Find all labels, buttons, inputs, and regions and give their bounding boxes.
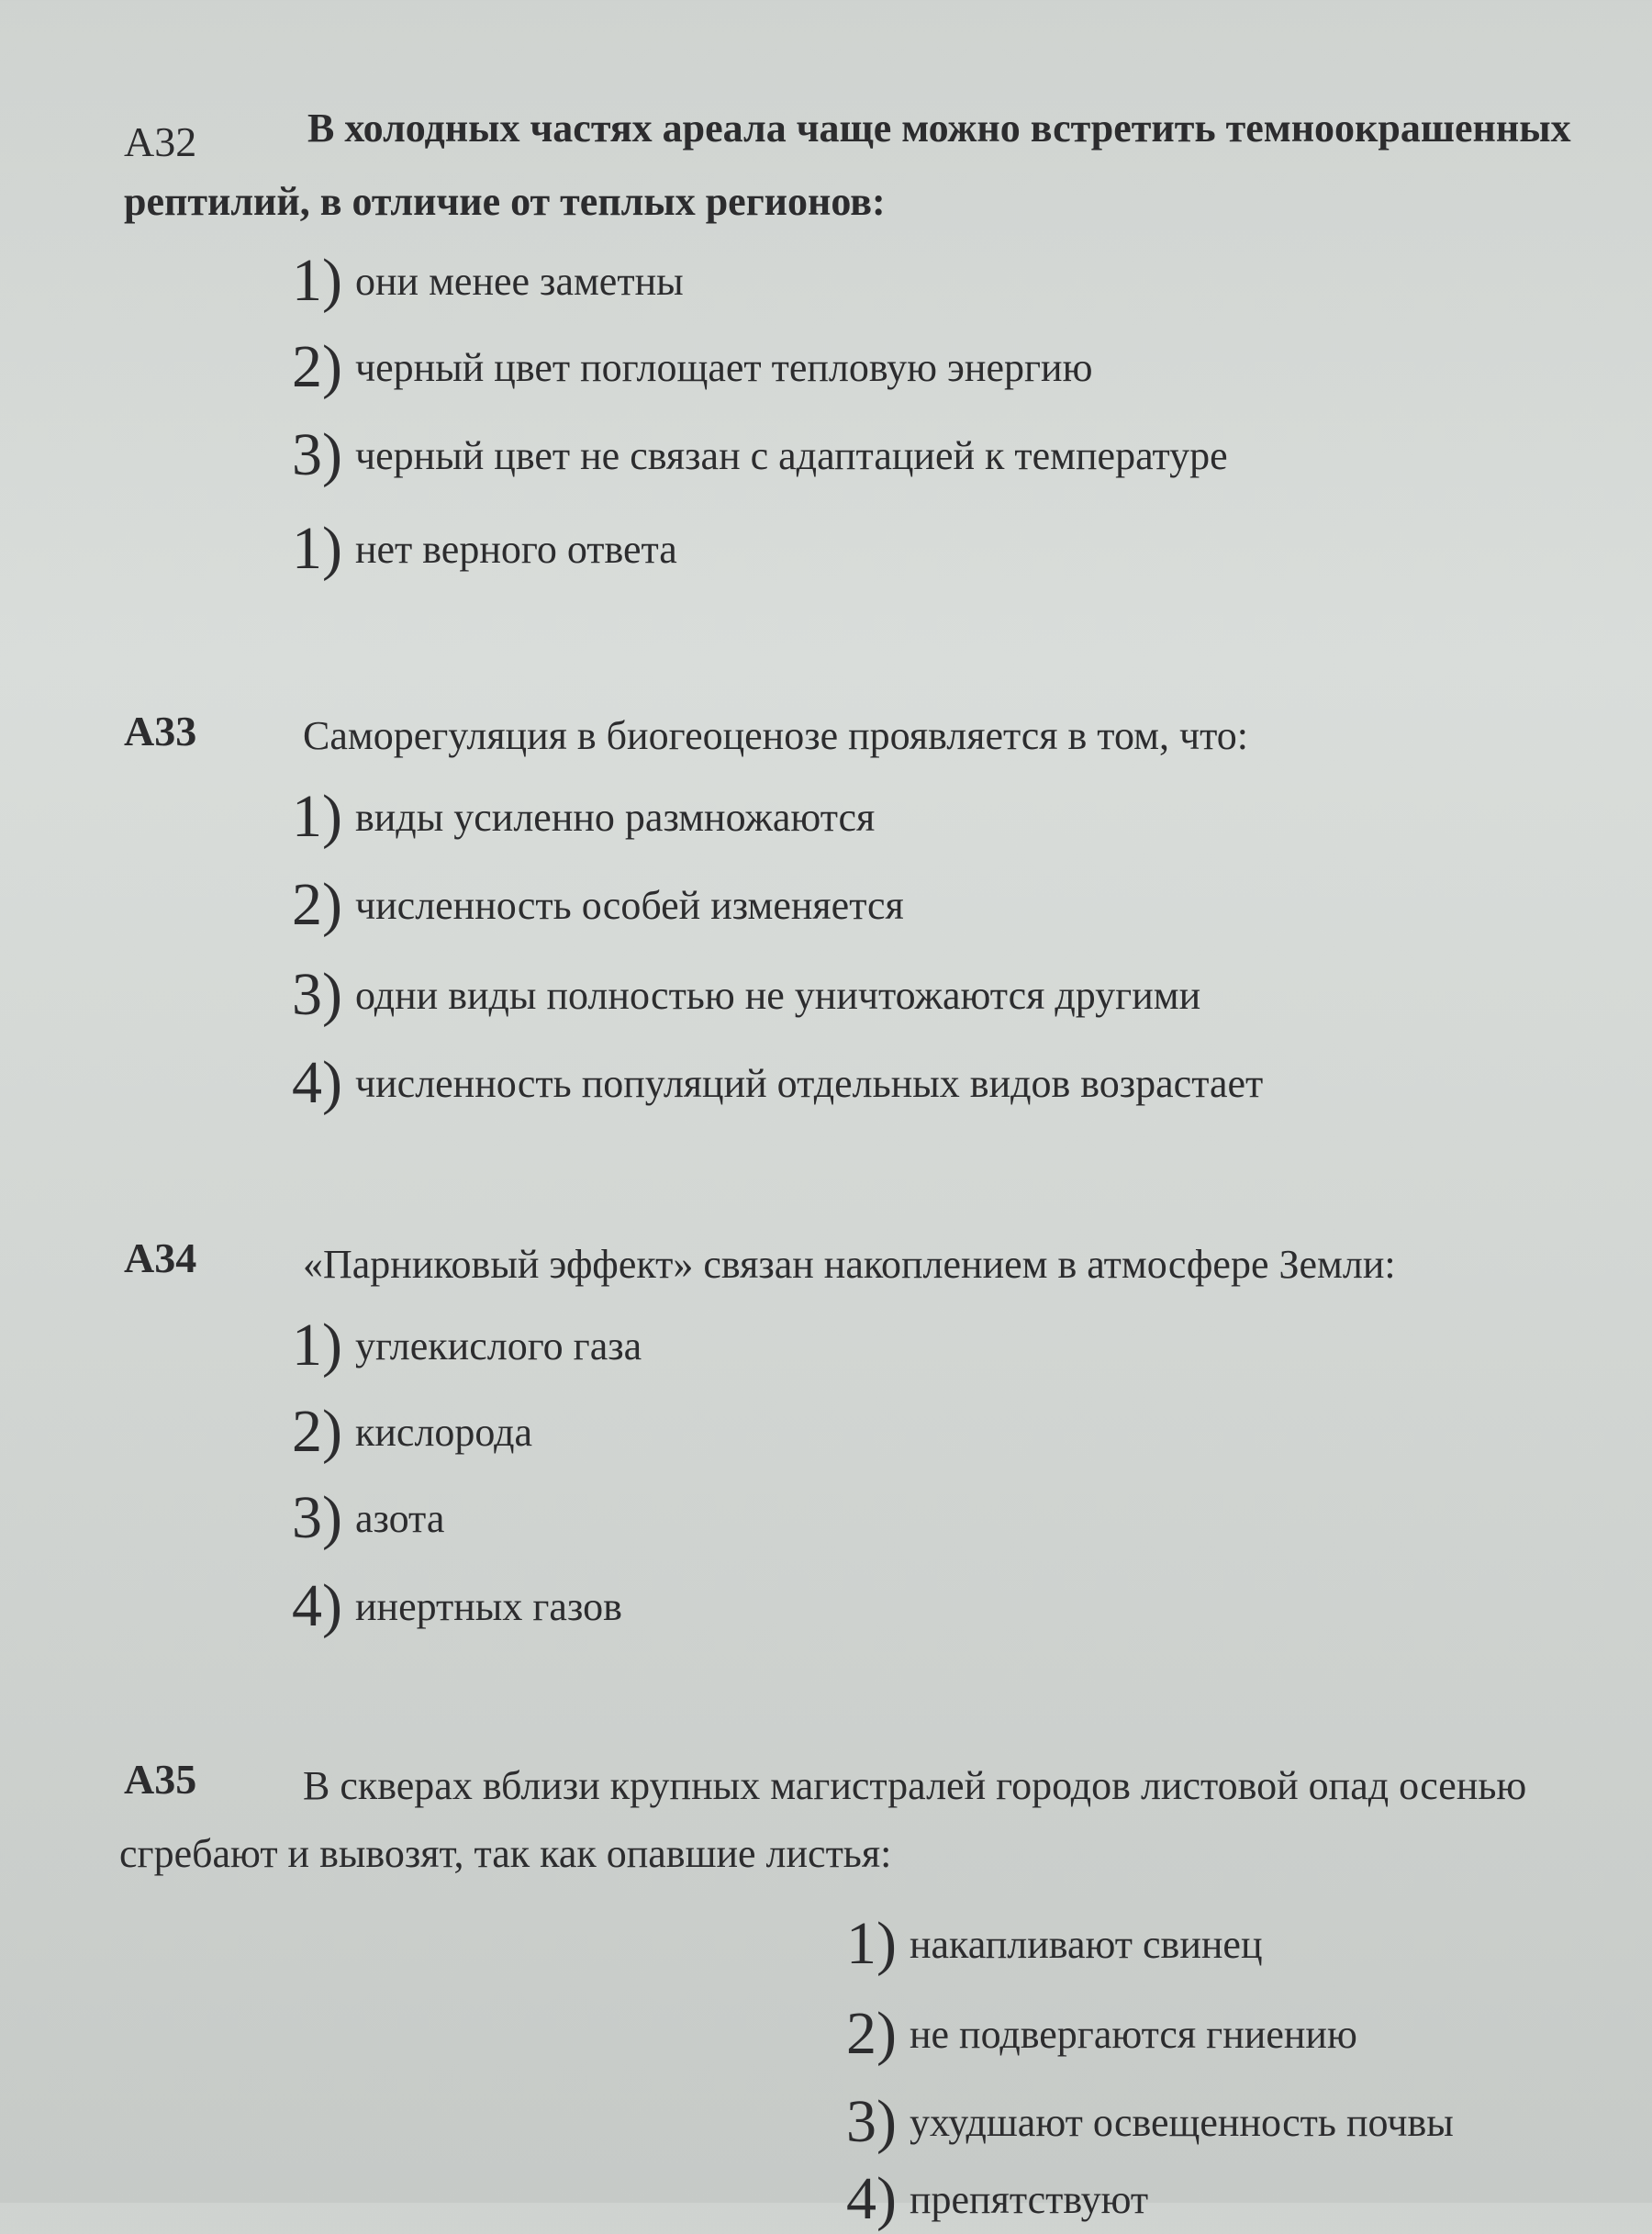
question-text-line-1: В скверах вблизи крупных магистралей городов листовой опад осенью (303, 1763, 1527, 1808)
option-number: 1) (292, 1312, 342, 1379)
option-number: 2) (846, 2000, 897, 2067)
answer-option[interactable] (292, 960, 1200, 1030)
option-number: 1) (846, 1910, 897, 1977)
option-text: азота (354, 1496, 445, 1541)
answer-option[interactable] (846, 2087, 1454, 2157)
option-text: препятствуют (909, 2177, 1149, 2222)
option-text: численность популяций отдельных видов возрастает (354, 1061, 1264, 1106)
answer-option[interactable] (846, 1909, 1263, 1979)
answer-option[interactable] (292, 1397, 532, 1467)
option-number: 4) (292, 1572, 342, 1639)
option-text: углекислого газа (354, 1324, 642, 1368)
option-text: черный цвет поглощает тепловую энергию (354, 345, 1093, 390)
option-text: черный цвет не связан с адаптацией к температуре (354, 433, 1228, 478)
option-number: 3) (292, 961, 342, 1028)
option-number: 3) (292, 1484, 342, 1551)
option-text: кислорода (354, 1410, 533, 1455)
answer-option[interactable] (292, 332, 1092, 402)
option-text: они менее заметны (354, 259, 684, 304)
option-number: 3) (846, 2088, 897, 2155)
option-number: 2) (292, 1398, 342, 1465)
option-number: 1) (292, 247, 342, 314)
answer-option[interactable] (292, 1571, 622, 1641)
option-number: 4) (846, 2165, 897, 2232)
answer-option[interactable] (292, 870, 904, 940)
option-number: 1) (292, 515, 342, 582)
option-number: 2) (292, 333, 342, 400)
question-text-line-2: сгребают и вывозят, так как опавшие листья: (119, 1831, 892, 1876)
question-text-line-2: рептилий, в отличие от теплых регионов: (124, 179, 886, 224)
option-text: не подвергаются гниению (909, 2012, 1357, 2057)
answer-option[interactable] (292, 246, 684, 316)
option-text: накапливают свинец (909, 1922, 1263, 1967)
question-number: А32 (124, 118, 197, 165)
answer-option[interactable] (292, 782, 875, 852)
option-number: 1) (292, 783, 342, 850)
option-text: инертных газов (354, 1584, 622, 1629)
question-text-line-1: В холодных частях ареала чаще можно встретить темноокрашенных (307, 106, 1571, 151)
option-text: нет верного ответа (354, 527, 677, 572)
question-text-line-1: Саморегуляция в биогеоценозе проявляется в том, что: (303, 713, 1248, 758)
answer-option[interactable] (846, 1999, 1357, 2069)
option-text: численность особей изменяется (354, 883, 904, 928)
option-number: 4) (292, 1049, 342, 1116)
answer-option[interactable] (292, 1483, 444, 1553)
question-number: А33 (124, 708, 197, 754)
answer-option[interactable] (292, 1311, 642, 1380)
answer-option[interactable] (292, 420, 1228, 490)
question-number: А35 (124, 1756, 197, 1803)
option-text: ухудшают освещенность почвы (909, 2100, 1454, 2145)
question-text-line-1: «Парниковый эффект» связан накоплением в атмосфере Земли: (303, 1242, 1396, 1287)
option-text: виды усиленно размножаются (354, 795, 876, 840)
answer-option[interactable] (292, 1048, 1263, 1118)
option-number: 2) (292, 871, 342, 938)
option-number: 3) (292, 421, 342, 488)
answer-option[interactable] (292, 514, 677, 584)
question-number: А34 (124, 1234, 197, 1281)
option-text: одни виды полностью не уничтожаются другими (354, 973, 1201, 1018)
answer-option[interactable] (846, 2164, 1148, 2234)
